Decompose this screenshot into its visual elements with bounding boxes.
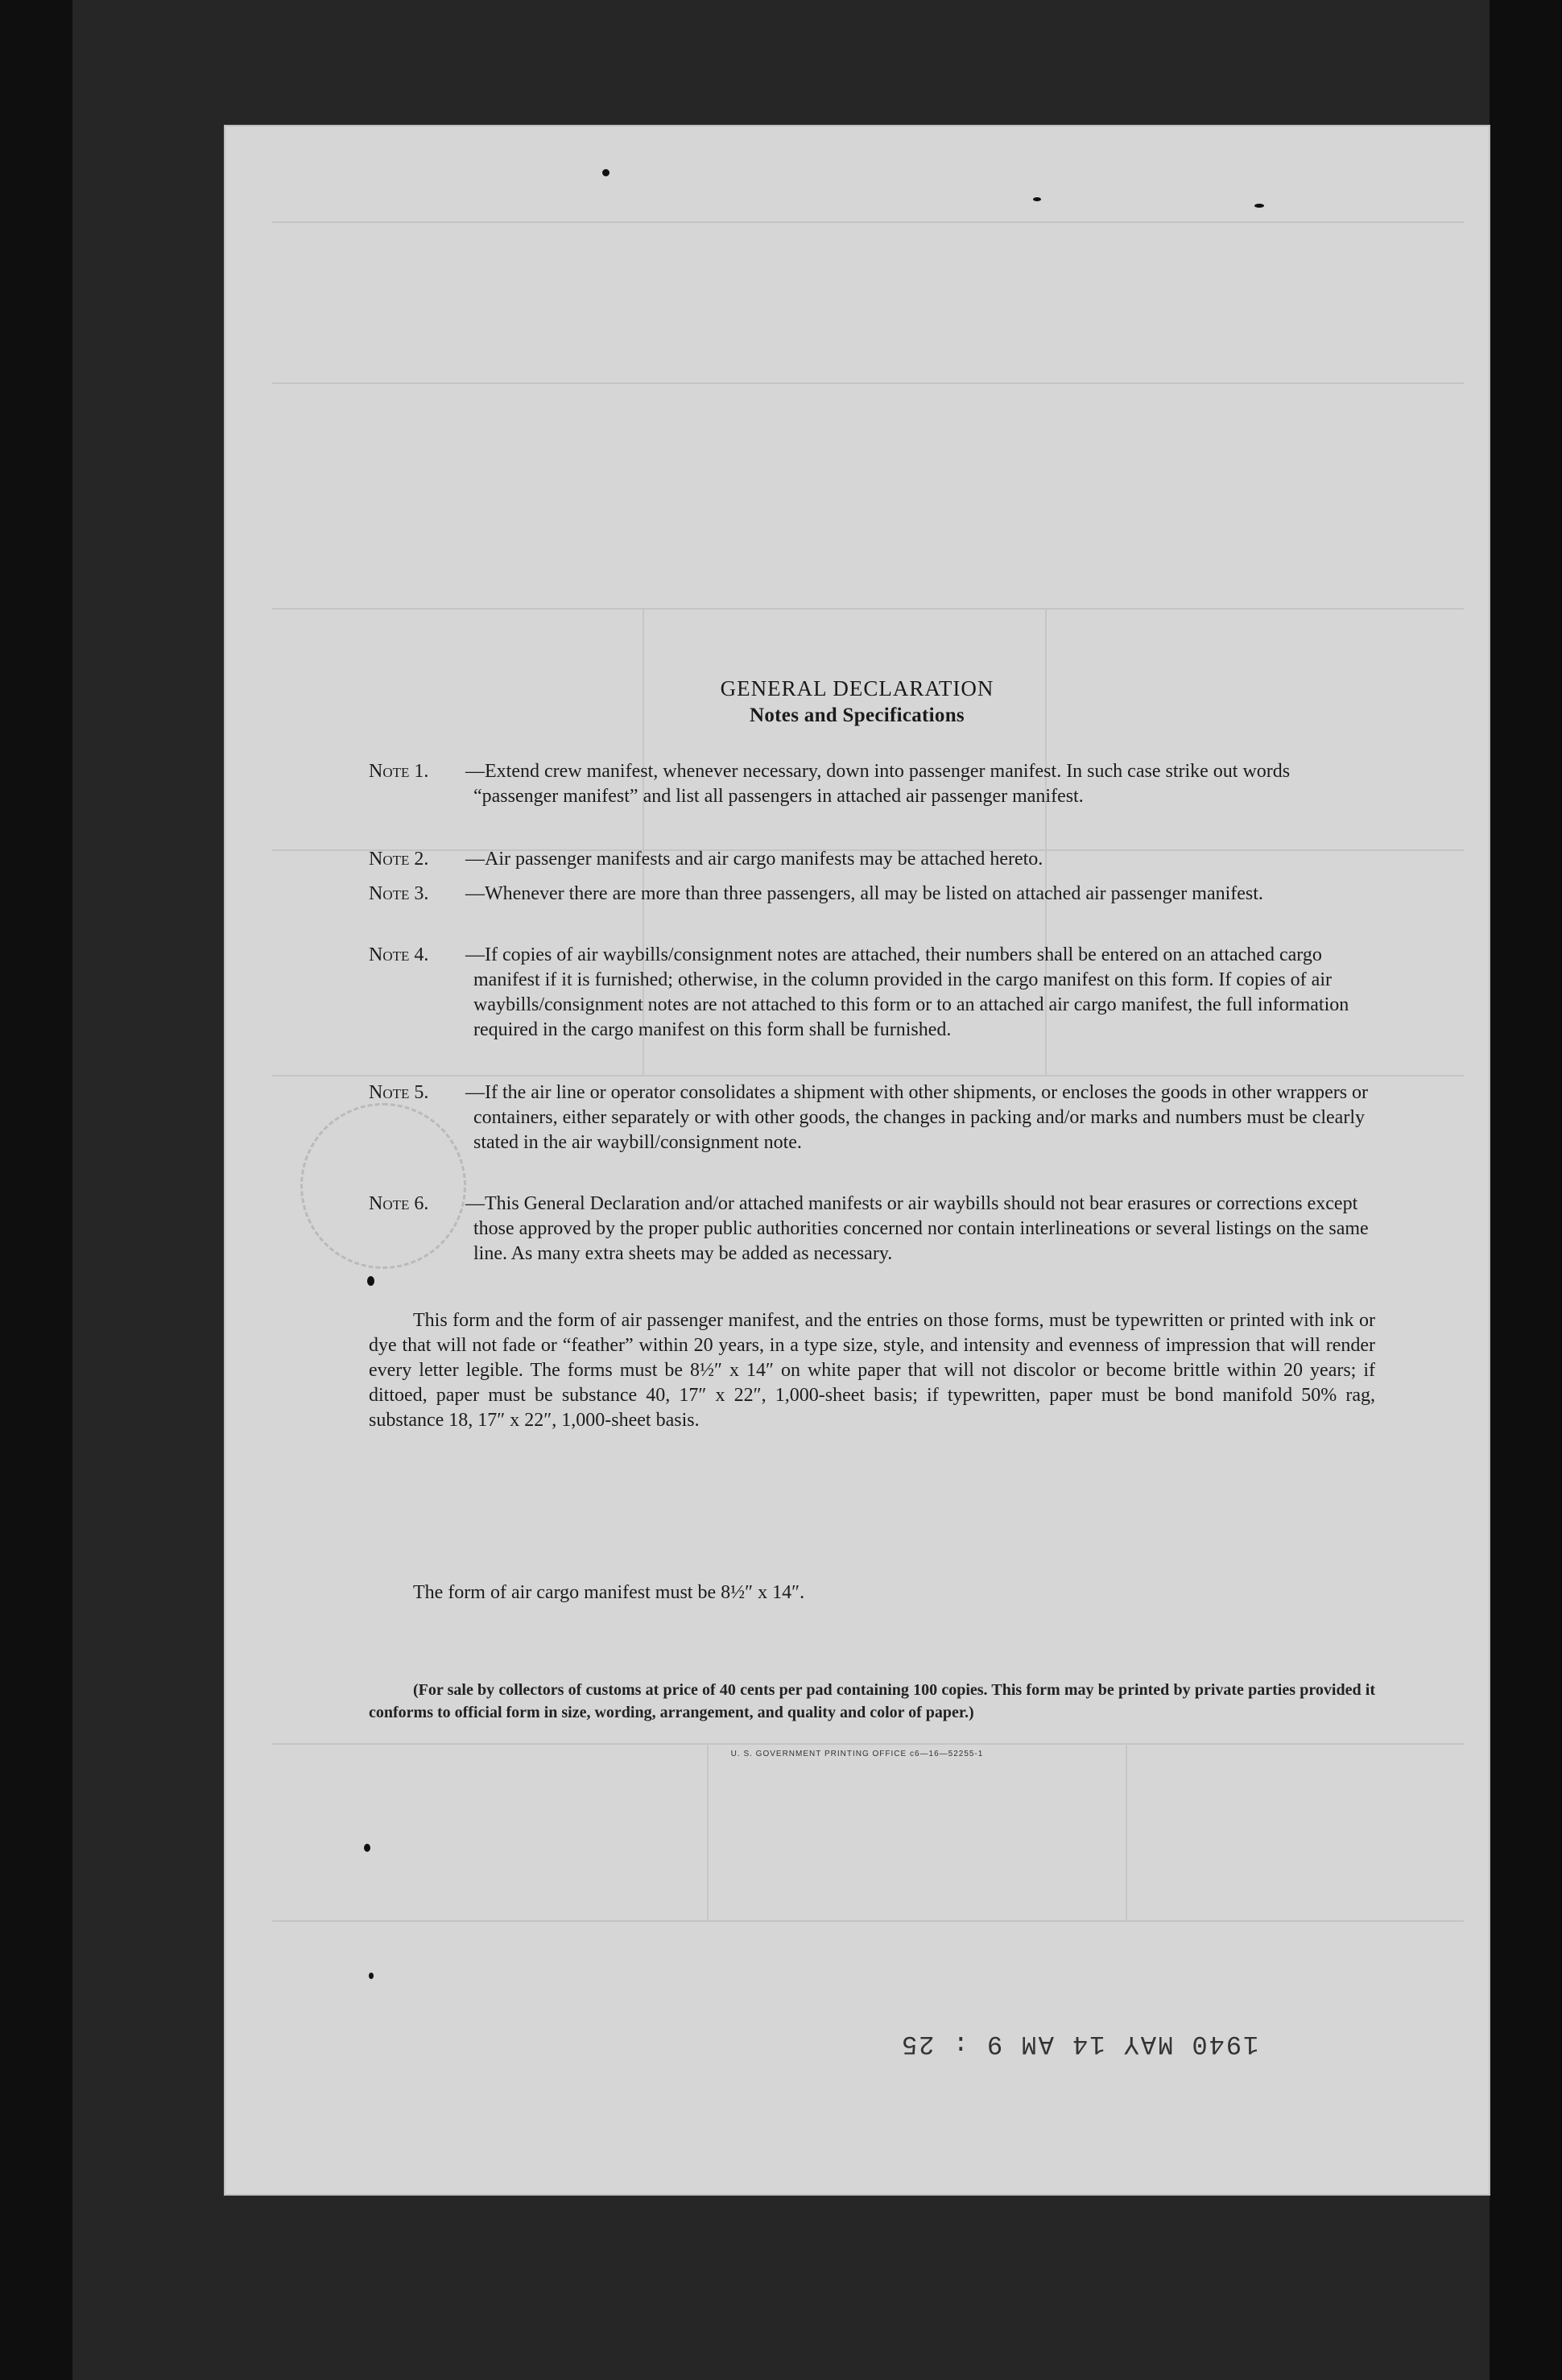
note-6 <box>369 1192 1375 1266</box>
note-text: —If copies of air waybills/consignment notes are attached, their numbers shall be entered on an attached cargo manifest if it is furnished; otherwise, in the column provided in the cargo manifest on this form. If copies of air waybills/consignment notes are not attached to this form or to an attached air cargo manifest, the full information required in the cargo manifest on this form shall be furnished. <box>465 944 1349 1040</box>
note-4 <box>369 943 1375 1043</box>
page-subtitle: Notes and Specifications <box>750 704 965 726</box>
note-label: Note 6. <box>369 1193 429 1214</box>
page-title: GENERAL DECLARATION <box>720 676 994 700</box>
note-text: —Whenever there are more than three passengers, all may be listed on attached air passenger manifest. <box>465 883 1263 904</box>
note-2 <box>369 847 1375 872</box>
note-label: Note 2. <box>369 849 429 870</box>
scan-right-edge <box>1490 0 1562 2380</box>
time-stamp: 1940 MAY 14 AM 9 : 25 <box>900 2029 1259 2059</box>
ink-speck <box>369 1973 374 1979</box>
note-label: Note 4. <box>369 944 429 965</box>
note-text: —If the air line or operator consolidates a shipment with other shipments, or encloses the goods in other wrappers or containers, either separately or with other goods, the changes in packing and/or marks and numbers must be clearly stated in the air waybill/consignment note. <box>465 1082 1369 1153</box>
note-3 <box>369 882 1375 907</box>
note-label: Note 3. <box>369 883 429 904</box>
show-through-rule <box>272 608 1464 609</box>
ink-speck <box>1254 204 1264 208</box>
sale-notice: (For sale by collectors of customs at price of 40 cents per pad containing 100 copies. This form may be printed by private parties provided it conforms to official form in size, wording, arrangement, and quality and color of paper.) <box>369 1681 1375 1721</box>
note-text: —This General Declaration and/or attached manifests or air waybills should not bear erasures or corrections except those approved by the proper public authorities concerned nor contain interlineations or several listings on the same line. As many extra sheets may be added as necessary. <box>465 1193 1369 1264</box>
show-through-rule <box>272 1075 1464 1076</box>
cargo-manifest-size-line: The form of air cargo manifest must be 8½″ x 14″. <box>413 1582 805 1603</box>
document-page <box>224 125 1490 2196</box>
show-through-rule <box>272 1743 1464 1745</box>
show-through-rule <box>707 1743 709 1920</box>
printer-imprint: U. S. GOVERNMENT PRINTING OFFICE c6—16—52255-1 <box>730 1750 984 1758</box>
note-5 <box>369 1081 1375 1155</box>
specification-paragraph: This form and the form of air passenger manifest, and the entries on those forms, must be typewritten or printed with ink or dye that will not fade or “feather” within 20 years, in a type size, style, and intensity and evenness of impression that will render every letter legible. The forms must be 8½″ x 14″ on white paper that will not discolor or become brittle within 20 years; if dittoed, paper must be substance 40, 17″ x 22″, 1,000-sheet basis; if typewritten, paper must be bond manifold 50% rag, substance 18, 17″ x 22″, 1,000-sheet basis. <box>369 1310 1375 1431</box>
note-text: —Air passenger manifests and air cargo manifests may be attached hereto. <box>465 849 1043 870</box>
note-label: Note 5. <box>369 1082 429 1103</box>
show-through-rule <box>272 221 1464 223</box>
note-label: Note 1. <box>369 761 429 782</box>
note-text: —Extend crew manifest, whenever necessary, down into passenger manifest. In such case strike out words “passenger manifest” and list all passengers in attached air passenger manifest. <box>465 761 1291 807</box>
ink-speck <box>602 169 610 176</box>
ink-speck <box>1033 197 1041 201</box>
ink-speck <box>367 1276 374 1286</box>
ink-speck <box>364 1844 370 1852</box>
show-through-rule <box>272 382 1464 384</box>
show-through-rule <box>272 1920 1464 1922</box>
note-1 <box>369 759 1375 809</box>
show-through-rule <box>1126 1743 1127 1920</box>
scan-left-edge <box>0 0 72 2380</box>
